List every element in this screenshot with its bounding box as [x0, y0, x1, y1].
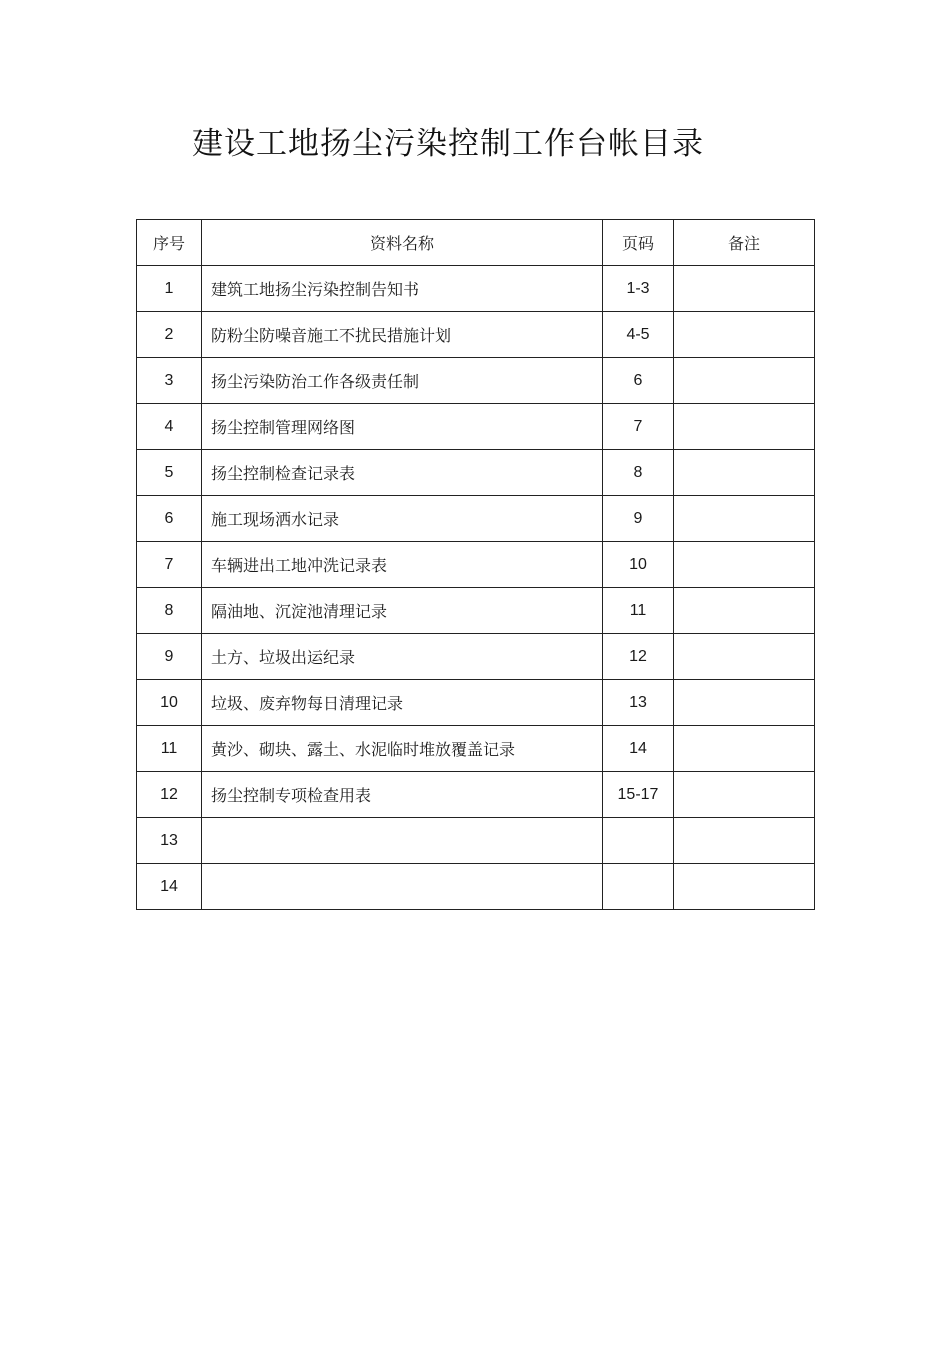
row-page-number: 7	[603, 404, 674, 450]
header-page-number: 页码	[603, 220, 674, 266]
row-remarks	[674, 358, 815, 404]
row-document-name: 垃圾、废弃物每日清理记录	[202, 680, 603, 726]
row-serial-number: 9	[137, 634, 202, 680]
row-document-name: 隔油地、沉淀池清理记录	[202, 588, 603, 634]
header-remarks: 备注	[674, 220, 815, 266]
table-row	[137, 450, 815, 496]
table-row	[137, 634, 815, 680]
row-page-number	[603, 818, 674, 864]
row-remarks	[674, 634, 815, 680]
row-serial-number: 12	[137, 772, 202, 818]
row-page-number: 8	[603, 450, 674, 496]
row-document-name: 黄沙、砌块、露土、水泥临时堆放覆盖记录	[202, 726, 603, 772]
row-document-name: 建筑工地扬尘污染控制告知书	[202, 266, 603, 312]
row-document-name	[202, 864, 603, 910]
row-document-name: 施工现场洒水记录	[202, 496, 603, 542]
table-row	[137, 772, 815, 818]
row-remarks	[674, 542, 815, 588]
table-row	[137, 864, 815, 910]
row-page-number: 4-5	[603, 312, 674, 358]
header-serial-number: 序号	[137, 220, 202, 266]
row-document-name: 土方、垃圾出运纪录	[202, 634, 603, 680]
row-document-name: 车辆进出工地冲洗记录表	[202, 542, 603, 588]
table-row	[137, 680, 815, 726]
row-serial-number: 4	[137, 404, 202, 450]
row-serial-number: 10	[137, 680, 202, 726]
table-row	[137, 312, 815, 358]
row-remarks	[674, 864, 815, 910]
row-serial-number: 2	[137, 312, 202, 358]
row-serial-number: 7	[137, 542, 202, 588]
table-row	[137, 358, 815, 404]
row-remarks	[674, 450, 815, 496]
row-document-name: 扬尘污染防治工作各级责任制	[202, 358, 603, 404]
document-title: 建设工地扬尘污染控制工作台帐目录	[192, 126, 704, 162]
row-serial-number: 6	[137, 496, 202, 542]
row-serial-number: 11	[137, 726, 202, 772]
row-page-number: 10	[603, 542, 674, 588]
row-remarks	[674, 266, 815, 312]
row-remarks	[674, 496, 815, 542]
row-page-number: 15-17	[603, 772, 674, 818]
row-page-number: 12	[603, 634, 674, 680]
row-page-number: 14	[603, 726, 674, 772]
row-remarks	[674, 726, 815, 772]
row-remarks	[674, 588, 815, 634]
table-row	[137, 404, 815, 450]
table-row	[137, 266, 815, 312]
row-page-number: 6	[603, 358, 674, 404]
row-document-name: 防粉尘防噪音施工不扰民措施计划	[202, 312, 603, 358]
row-document-name	[202, 818, 603, 864]
row-serial-number: 8	[137, 588, 202, 634]
table-header-row	[137, 220, 815, 266]
table-row	[137, 542, 815, 588]
table-row	[137, 726, 815, 772]
contents-table	[136, 219, 815, 910]
row-page-number	[603, 864, 674, 910]
row-page-number: 13	[603, 680, 674, 726]
table-row	[137, 588, 815, 634]
row-document-name: 扬尘控制检查记录表	[202, 450, 603, 496]
row-serial-number: 3	[137, 358, 202, 404]
row-document-name: 扬尘控制管理网络图	[202, 404, 603, 450]
row-serial-number: 1	[137, 266, 202, 312]
row-remarks	[674, 680, 815, 726]
row-remarks	[674, 312, 815, 358]
row-serial-number: 5	[137, 450, 202, 496]
row-remarks	[674, 772, 815, 818]
table-row	[137, 496, 815, 542]
row-serial-number: 14	[137, 864, 202, 910]
row-remarks	[674, 818, 815, 864]
header-document-name: 资料名称	[202, 220, 603, 266]
row-page-number: 11	[603, 588, 674, 634]
row-remarks	[674, 404, 815, 450]
row-serial-number: 13	[137, 818, 202, 864]
row-page-number: 9	[603, 496, 674, 542]
row-document-name: 扬尘控制专项检查用表	[202, 772, 603, 818]
table-body	[137, 266, 815, 910]
row-page-number: 1-3	[603, 266, 674, 312]
table-row	[137, 818, 815, 864]
